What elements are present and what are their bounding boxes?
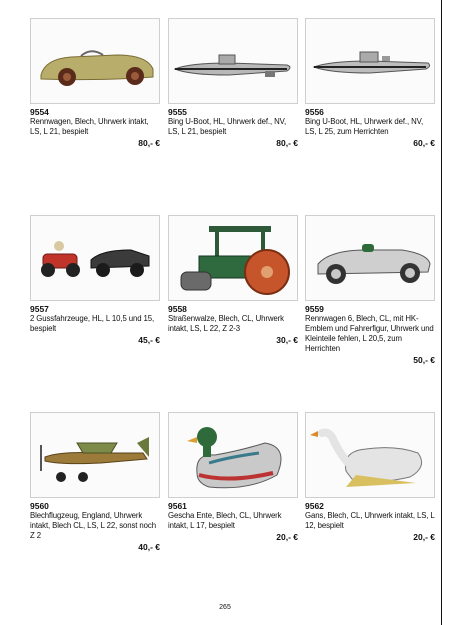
lot-card[interactable] <box>30 412 160 553</box>
lot-description: Straßenwalze, Blech, CL, Uhrwerk intakt, LS, L 22, Z 2-3 <box>168 314 284 333</box>
lot-card[interactable] <box>305 412 435 543</box>
lot-description: Rennwagen 6, Blech, CL, mit HK-Emblem und Fahrerfigur, Uhrwerk und Kleinteile fehlen, L 20,5, zum Herrichten <box>305 314 434 353</box>
lot-price: 20,- € <box>413 532 435 542</box>
lot-number: 9559 <box>305 304 324 314</box>
road-roller-photo <box>168 215 298 301</box>
lot-card[interactable] <box>305 215 435 366</box>
lot-price: 50,- € <box>413 355 435 365</box>
lot-card[interactable] <box>30 18 160 149</box>
lot-price: 45,- € <box>138 335 160 345</box>
lot-card[interactable] <box>30 215 160 346</box>
lot-description: 2 Gussfahrzeuge, HL, L 10,5 und 15, bespielt <box>30 314 155 333</box>
lot-description: Bing U-Boot, HL, Uhrwerk def., NV, LS, L 25, zum Herrichten <box>305 117 424 136</box>
lot-description: Blechflugzeug, England, Uhrwerk intakt, Blech CL, LS, L 22, sonst noch Z 2 <box>30 511 156 540</box>
lot-number: 9561 <box>168 501 187 511</box>
lot-number: 9556 <box>305 107 324 117</box>
lot-price: 80,- € <box>276 138 298 148</box>
airplane-photo <box>30 412 160 498</box>
lot-description: Bing U-Boot, HL, Uhrwerk def., NV, LS, L 21, bespielt <box>168 117 287 136</box>
submarine-photo <box>305 18 435 104</box>
duck-photo <box>168 412 298 498</box>
lot-description: Gans, Blech, CL, Uhrwerk intakt, LS, L 12, bespielt <box>305 511 435 530</box>
cast-vehicles-photo <box>30 215 160 301</box>
goose-photo <box>305 412 435 498</box>
lot-number: 9557 <box>30 304 49 314</box>
lot-card[interactable] <box>168 215 298 346</box>
lot-number: 9562 <box>305 501 324 511</box>
lot-number: 9554 <box>30 107 49 117</box>
lot-number: 9560 <box>30 501 49 511</box>
lot-description: Gescha Ente, Blech, CL, Uhrwerk intakt, L 17, bespielt <box>168 511 282 530</box>
page-number: 265 <box>219 604 231 611</box>
lot-description: Rennwagen, Blech, Uhrwerk intakt, LS, L 21, bespielt <box>30 117 149 136</box>
submarine-photo <box>168 18 298 104</box>
lot-price: 20,- € <box>276 532 298 542</box>
lot-price: 60,- € <box>413 138 435 148</box>
lot-price: 30,- € <box>276 335 298 345</box>
lot-number: 9555 <box>168 107 187 117</box>
lot-price: 80,- € <box>138 138 160 148</box>
lot-card[interactable] <box>168 412 298 543</box>
page-edge-line <box>441 0 442 625</box>
lot-price: 40,- € <box>138 542 160 552</box>
lot-card[interactable] <box>168 18 298 149</box>
lot-number: 9558 <box>168 304 187 314</box>
lot-card[interactable] <box>305 18 435 149</box>
race-car-photo <box>305 215 435 301</box>
race-car-photo <box>30 18 160 104</box>
